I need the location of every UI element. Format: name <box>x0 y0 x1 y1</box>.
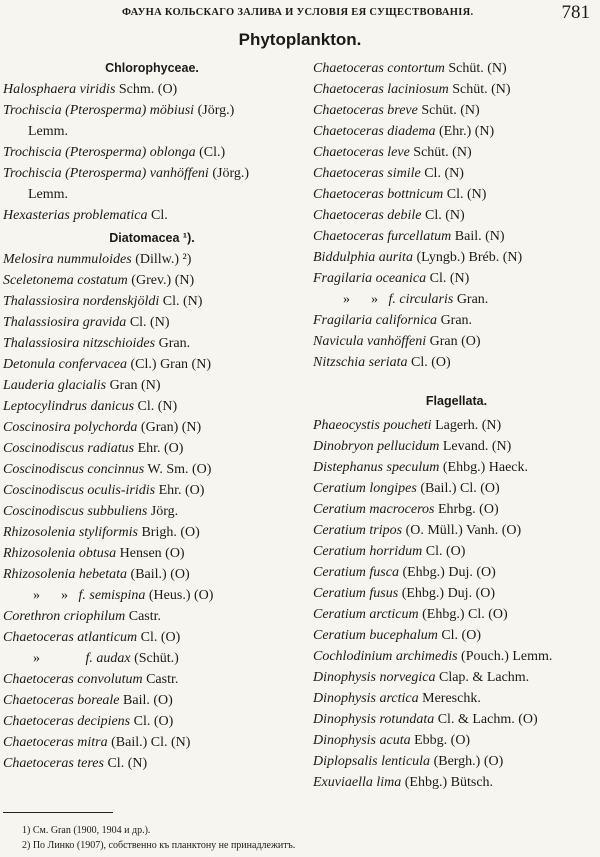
species-name: Thalassiosira nitzschioides <box>3 336 156 351</box>
species-authority: (O. Müll.) Vanh. (O) <box>402 523 522 538</box>
species-entry <box>313 79 600 100</box>
species-name: Chaetoceras debile <box>313 208 422 223</box>
species-entry <box>3 564 301 585</box>
species-entry <box>3 606 301 627</box>
species-name: Ceratium fusca <box>313 565 399 580</box>
species-name: Corethron criophilum <box>3 609 126 624</box>
species-entry <box>3 585 301 606</box>
species-entry <box>3 333 301 354</box>
species-entry <box>313 499 600 520</box>
species-name: Cochlodinium archimedis <box>313 649 458 664</box>
species-name: Coscinodiscus radiatus <box>3 441 135 456</box>
species-authority: (Pouch.) Lemm. <box>457 649 553 664</box>
species-entry <box>3 184 301 205</box>
section-title: Phytoplankton. <box>238 30 362 49</box>
species-entry <box>3 354 301 375</box>
species-authority: Cl. (O) <box>137 630 181 645</box>
species-entry <box>313 562 600 583</box>
species-authority: Cl. (O) <box>130 714 174 729</box>
species-entry <box>3 459 301 480</box>
species-name: Chaetoceras bottnicum <box>313 187 444 202</box>
species-entry <box>3 732 301 753</box>
species-authority: Ehr. (O) <box>155 483 205 498</box>
species-name: f. circularis <box>388 292 454 307</box>
species-entry <box>313 646 600 667</box>
heading-flagellata: Flagellata. <box>425 394 488 408</box>
species-authority: Cl. <box>147 208 168 223</box>
species-authority: Cl. (N) <box>126 315 170 330</box>
species-name: Thalassiosira nordenskjöldi <box>3 294 160 309</box>
species-authority: Levand. (N) <box>439 439 512 454</box>
species-authority: (Jörg.) <box>194 103 235 118</box>
species-name: Ceratium bucephalum <box>313 628 438 643</box>
species-authority: W. Sm. (O) <box>144 462 212 477</box>
species-authority: (Ehbg.) Duj. (O) <box>398 565 496 580</box>
footnote-rule <box>3 812 113 813</box>
species-authority: Gran (O) <box>426 334 481 349</box>
species-entry <box>3 163 301 184</box>
species-entry <box>313 268 600 289</box>
species-authority: (Gran) (N) <box>137 420 202 435</box>
species-name: Phaeocystis poucheti <box>313 418 432 433</box>
species-entry <box>3 79 301 100</box>
species-entry <box>3 249 301 270</box>
species-entry <box>3 142 301 163</box>
page-number: 781 <box>561 2 590 23</box>
species-entry <box>313 520 600 541</box>
species-entry <box>3 312 301 333</box>
species-name: Ceratium macroceros <box>313 502 435 517</box>
species-authority: Ebbg. (O) <box>410 733 471 748</box>
species-authority: (Lyngb.) Bréb. (N) <box>412 250 523 265</box>
species-entry <box>313 541 600 562</box>
species-name: Chaetoceras contortum <box>313 61 445 76</box>
species-authority: (Bail.) Cl. (O) <box>416 481 500 496</box>
species-authority: Gran. <box>437 313 473 328</box>
species-authority: Jörg. <box>147 504 179 519</box>
species-authority: Schüt. (N) <box>448 82 511 97</box>
species-name: Rhizosolenia styliformis <box>3 525 138 540</box>
species-name: Coscinodiscus oculis-iridis <box>3 483 156 498</box>
species-entry <box>313 310 600 331</box>
species-authority: Cl. & Lachm. (O) <box>434 712 538 727</box>
species-name: Rhizosolenia hebetata <box>3 567 128 582</box>
species-entry <box>313 751 600 772</box>
species-name: Chaetoceras diadema <box>313 124 436 139</box>
footnote-1: 1) См. Gran (1900, 1904 и др.). <box>22 825 151 836</box>
species-authority: Ehr. (O) <box>134 441 184 456</box>
species-entry <box>313 289 600 310</box>
species-name: Ceratium arcticum <box>313 607 419 622</box>
species-entry <box>313 415 600 436</box>
species-name: f. semispina <box>78 588 146 603</box>
species-name: Dinophysis arctica <box>313 691 419 706</box>
species-authority: Cl. (N) <box>103 756 148 771</box>
species-authority: Cl. (N) <box>159 294 203 309</box>
species-name: Chaetoceras decipiens <box>3 714 131 729</box>
species-entry <box>3 522 301 543</box>
species-entry <box>313 331 600 352</box>
species-entry <box>313 205 600 226</box>
species-name: Hexasterias problematica <box>3 208 148 223</box>
species-entry <box>3 501 301 522</box>
species-name: Ceratium tripos <box>313 523 403 538</box>
heading-diatomacea: Diatomacea ¹). <box>109 231 195 245</box>
species-name: Chaetoceras convolutum <box>3 672 143 687</box>
species-entry <box>313 352 600 373</box>
species-authority: Castr. <box>125 609 162 624</box>
species-entry <box>313 709 600 730</box>
species-authority: (Cl.) Gran (N) <box>127 357 211 372</box>
species-entry <box>3 438 301 459</box>
species-authority: (Ehbg.) Haeck. <box>439 460 529 475</box>
species-authority: Ehrbg. (O) <box>434 502 499 517</box>
species-name: Chaetoceras breve <box>313 103 418 118</box>
species-name: Coscinodiscus concinnus <box>3 462 145 477</box>
species-entry <box>313 457 600 478</box>
species-name: Dinophysis acuta <box>313 733 411 748</box>
species-entry <box>3 417 301 438</box>
species-authority: (Dillw.) ²) <box>131 252 192 267</box>
species-entry <box>3 690 301 711</box>
species-authority: Schüt. (N) <box>444 61 507 76</box>
species-authority: (Schüt.) <box>130 651 179 666</box>
species-entry <box>313 625 600 646</box>
ditto-marks: » » <box>343 292 389 307</box>
species-authority: Clap. & Lachm. <box>435 670 530 685</box>
species-authority: (Ehr.) (N) <box>435 124 495 139</box>
species-authority: Cl. (N) <box>134 399 178 414</box>
species-entry <box>3 100 301 121</box>
species-entry <box>3 480 301 501</box>
running-head <box>0 4 600 24</box>
species-entry <box>313 184 600 205</box>
diatomacea-list <box>3 249 301 774</box>
species-name: Chaetoceras boreale <box>3 693 120 708</box>
species-name: Melosira nummuloides <box>3 252 132 267</box>
species-name: Leptocylindrus danicus <box>3 399 135 414</box>
species-name: Dinophysis norvegica <box>313 670 436 685</box>
species-authority: (Grev.) (N) <box>127 273 195 288</box>
species-authority: Cl. (N) <box>421 208 465 223</box>
species-name: Ceratium longipes <box>313 481 417 496</box>
species-name: Detonula confervacea <box>3 357 128 372</box>
species-name: Thalassiosira gravida <box>3 315 127 330</box>
species-entry <box>313 604 600 625</box>
species-authority: Bail. (O) <box>119 693 173 708</box>
species-entry <box>3 543 301 564</box>
right-column <box>313 58 600 793</box>
species-authority: (Ehbg.) Cl. (O) <box>418 607 508 622</box>
species-entry <box>3 205 301 226</box>
species-entry <box>313 688 600 709</box>
species-name: Dinophysis rotundata <box>313 712 435 727</box>
species-name: Chaetoceras atlanticum <box>3 630 138 645</box>
species-name: Biddulphia aurita <box>313 250 413 265</box>
species-authority: (Ehbg.) Duj. (O) <box>398 586 495 601</box>
species-authority: Cl. (N) <box>420 166 464 181</box>
species-authority: Cl. (N) <box>426 271 470 286</box>
species-name: Ceratium horridum <box>313 544 423 559</box>
left-column <box>3 58 301 774</box>
species-entry <box>3 121 301 142</box>
species-entry <box>3 669 301 690</box>
species-authority: Lagerh. (N) <box>431 418 502 433</box>
species-name: Rhizosolenia obtusa <box>3 546 117 561</box>
species-name: Chaetoceras leve <box>313 145 410 160</box>
species-name: Coscinosira polychorda <box>3 420 138 435</box>
species-name: Diplopsalis lenticula <box>313 754 431 769</box>
species-authority: Schm. (O) <box>115 82 178 97</box>
species-authority: Cl. (N) <box>443 187 487 202</box>
species-authority: (Bail.) Cl. (N) <box>107 735 191 750</box>
diatomacea-continued-list <box>313 58 600 373</box>
species-name: Trochiscia (Pterosperma) oblonga <box>3 145 196 160</box>
species-name: Chaetoceras simile <box>313 166 421 181</box>
ditto-marks: » <box>33 651 86 666</box>
species-entry <box>3 648 301 669</box>
species-entry <box>313 478 600 499</box>
species-name: Fragilaria oceanica <box>313 271 427 286</box>
species-entry <box>3 375 301 396</box>
species-name: Trochiscia (Pterosperma) vanhöffeni <box>3 166 209 181</box>
species-name: Lauderia glacialis <box>3 378 107 393</box>
species-authority: (Ehbg.) Bütsch. <box>401 775 494 790</box>
species-entry <box>313 730 600 751</box>
species-authority: Cl. (O) <box>407 355 451 370</box>
species-entry <box>313 667 600 688</box>
species-authority: (Heus.) (O) <box>145 588 214 603</box>
species-authority: Schüt. (N) <box>409 145 472 160</box>
species-name: Exuviaella lima <box>313 775 402 790</box>
species-name: Trochiscia (Pterosperma) möbiusi <box>3 103 195 118</box>
species-entry <box>3 291 301 312</box>
footnotes <box>22 823 295 853</box>
species-name: Distephanus speculum <box>313 460 440 475</box>
species-name: Fragilaria californica <box>313 313 438 328</box>
species-authority: Castr. <box>142 672 179 687</box>
species-authority: Lemm. <box>28 124 69 139</box>
ditto-marks: » » <box>33 588 79 603</box>
species-authority: (Jörg.) <box>208 166 250 181</box>
species-name: Chaetoceras teres <box>3 756 104 771</box>
species-name: Coscinodiscus subbuliens <box>3 504 148 519</box>
species-name: Chaetoceras furcellatum <box>313 229 452 244</box>
species-authority: Gran (N) <box>106 378 161 393</box>
species-name: Sceletonema costatum <box>3 273 128 288</box>
species-name: Nitzschia seriata <box>313 355 408 370</box>
species-entry <box>313 163 600 184</box>
flagellata-list <box>313 415 600 793</box>
running-title: ФАУНА КОЛЬСКАГО ЗАЛИВА И УСЛОВІЯ ЕЯ СУЩЕСТВОВАНІЯ. <box>122 7 474 18</box>
species-name: Ceratium fusus <box>313 586 399 601</box>
species-authority: (Bail.) (O) <box>127 567 190 582</box>
species-authority: Gran. <box>155 336 191 351</box>
species-name: Chaetoceras mitra <box>3 735 108 750</box>
species-authority: Gran. <box>453 292 489 307</box>
species-name: Halosphaera viridis <box>3 82 116 97</box>
species-authority: Schüt. (N) <box>417 103 480 118</box>
species-entry <box>3 396 301 417</box>
species-entry <box>3 711 301 732</box>
species-name: Dinobryon pellucidum <box>313 439 440 454</box>
species-entry <box>313 121 600 142</box>
species-authority: Lemm. <box>28 187 69 202</box>
species-authority: Cl. (O) <box>437 628 481 643</box>
species-authority: Cl. (O) <box>422 544 466 559</box>
species-entry <box>313 100 600 121</box>
species-authority: Brigh. (O) <box>137 525 200 540</box>
species-entry <box>3 270 301 291</box>
species-name: f. audax <box>85 651 131 666</box>
species-authority: Mereschk. <box>418 691 481 706</box>
species-entry <box>313 436 600 457</box>
species-entry <box>313 226 600 247</box>
species-entry <box>3 753 301 774</box>
species-entry <box>3 627 301 648</box>
heading-chlorophyceae: Chlorophyceae. <box>105 61 199 75</box>
species-name: Chaetoceras laciniosum <box>313 82 449 97</box>
footnote-2: 2) По Линко (1907), собственно къ планктону не принадлежитъ. <box>22 840 296 851</box>
species-authority: (Cl.) <box>195 145 226 160</box>
species-authority: Bail. (N) <box>451 229 505 244</box>
species-authority: Hensen (O) <box>116 546 185 561</box>
species-entry <box>313 772 600 793</box>
species-authority: (Bergh.) (O) <box>430 754 504 769</box>
species-entry <box>313 58 600 79</box>
species-name: Navicula vanhöffeni <box>313 334 427 349</box>
species-entry <box>313 247 600 268</box>
chlorophyceae-list <box>3 79 301 226</box>
species-entry <box>313 142 600 163</box>
species-entry <box>313 583 600 604</box>
